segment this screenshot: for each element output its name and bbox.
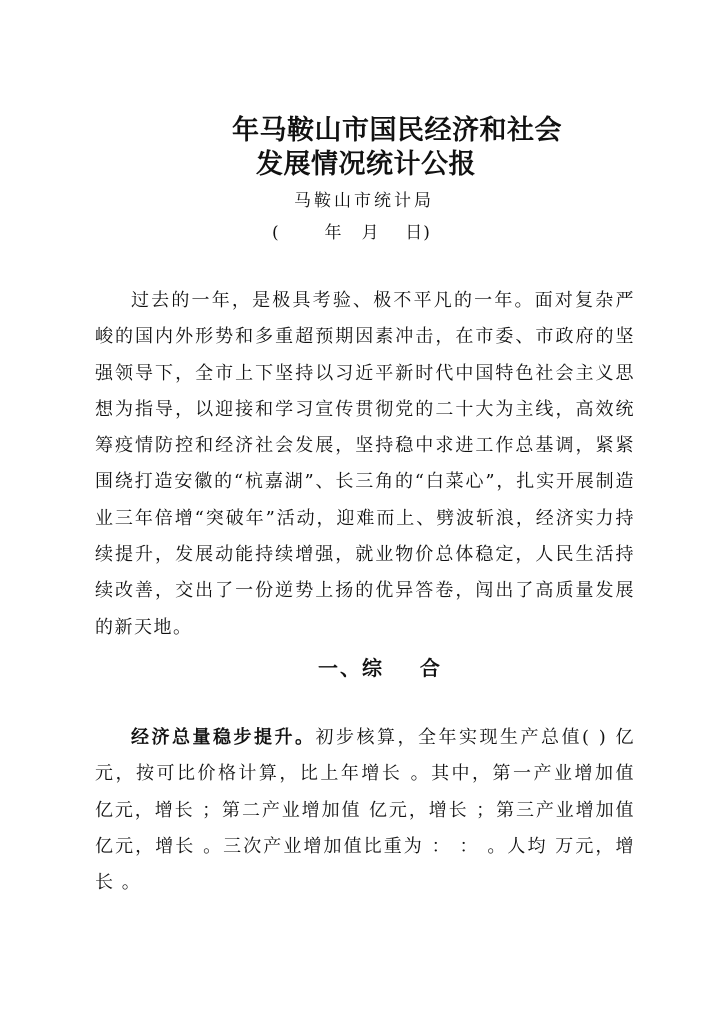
report-title-line-2: 发展情况统计公报 <box>256 149 476 180</box>
report-title-line-1: 年马鞍山市国民经济和社会 <box>232 115 562 146</box>
section-paragraph-economy <box>95 720 635 901</box>
issuing-organization: 马鞍山市统计局 <box>294 191 434 211</box>
paragraph-body-text: 初步核算，全年实现生产总值( ) 亿元，按可比价格计算，比上年增长 。其中，第一产业增加值 亿元，增长 ；第二产业增加值 亿元，增长 ；第三产业增加值 亿元，增长 。三次产业增加值比重为 ： ： 。人均 万元，增长 。 <box>95 727 635 894</box>
paragraph-lead-phrase: 经济总量稳步提升。 <box>131 727 316 748</box>
intro-paragraph: 过去的一年，是极具考验、极不平凡的一年。面对复杂严峻的国内外形势和多重超预期因素冲击，在市委、市政府的坚强领导下，全市上下坚持以习近平新时代中国特色社会主义思想为指导，以迎接和学习宣传贯彻党的二十大为主线，高效统筹疫情防控和经济社会发展，坚持稳中求进工作总基调，紧紧围绕打造安徽的“杭嘉湖”、长三角的“白菜心”，扎实开展制造业三年倍增“突破年”活动，迎难而上、劈波斩浪，经济实力持续提升，发展动能持续增强，就业物价总体稳定，人民生活持续改善，交出了一份逆势上扬的优异答卷，闯出了高质量发展的新天地。 <box>95 290 635 638</box>
publication-date: ( 年 月 日) <box>272 223 431 243</box>
section-heading-overview: 一、综 合 <box>318 656 442 680</box>
